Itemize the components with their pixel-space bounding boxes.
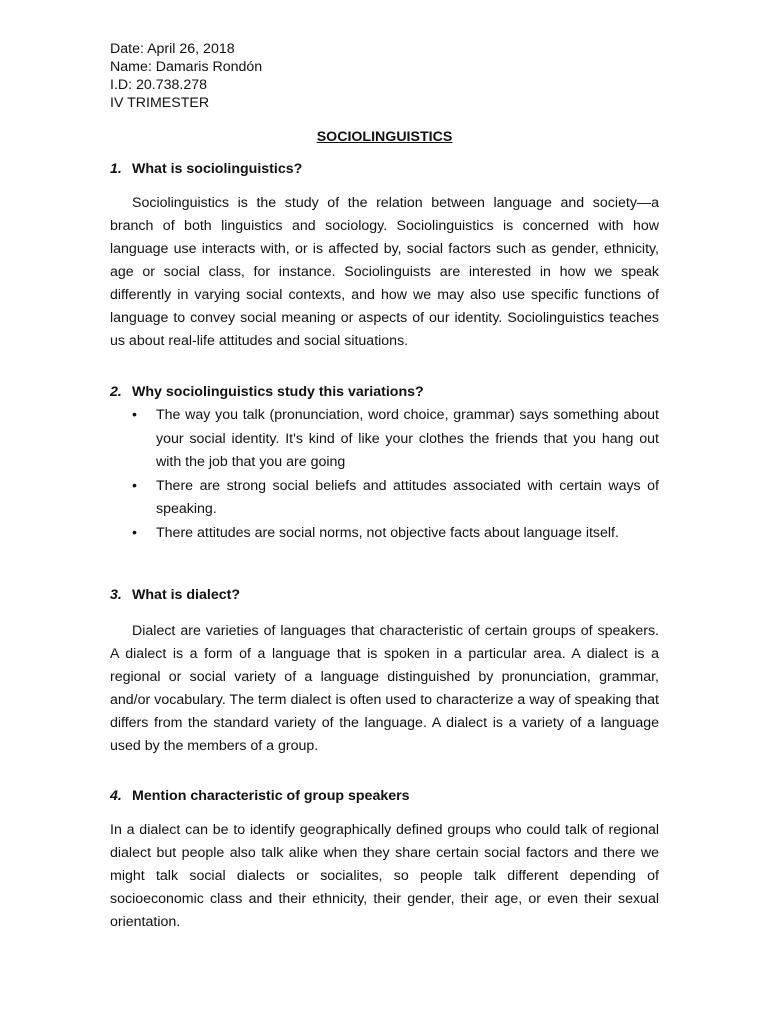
bullet-text: There attitudes are social norms, not objective facts about language itself.: [156, 524, 619, 541]
id-line: I.D: 20.738.278: [110, 77, 208, 93]
bullet-text: The way you talk (pronunciation, word choice, grammar) says something about your social identity. It's kind of like your clothes the friends that you hang out with the job that you are going: [156, 407, 659, 470]
name-line: Name: Damaris Rondón: [110, 59, 263, 75]
bullet-icon: •: [132, 524, 137, 541]
question-1-number: 1.: [110, 161, 122, 177]
answer-1-paragraph: Sociolinguistics is the study of the relation between language and society—a branch of both linguistics and sociology. Sociolinguistics is concerned with how language use interacts with, or is affected by, social factors such as gender, ethnicity, age or social class, for instance. Sociolinguists are interested in how we speak differently in varying social contexts, and how we may also use specific functions of language to convey social meaning or aspects of our identity. Sociolinguistics teaches us about real-life attitudes and social situations.: [110, 195, 659, 349]
question-3-number: 3.: [110, 587, 122, 603]
question-2-text: Why sociolinguistics study this variations?: [132, 384, 424, 400]
trimester-line: IV TRIMESTER: [110, 95, 210, 111]
question-3-text: What is dialect?: [132, 587, 240, 603]
question-4-heading: [110, 787, 659, 805]
answer-2-bullet-list: [110, 404, 659, 545]
question-4-text: Mention characteristic of group speakers: [132, 788, 410, 804]
bullet-item: [110, 404, 659, 475]
question-2-heading: [110, 383, 659, 401]
bullet-icon: •: [132, 407, 137, 423]
bullet-text: There are strong social beliefs and attitudes associated with certain ways of speaking.: [156, 477, 659, 517]
document-title: SOCIOLINGUISTICS: [316, 129, 453, 145]
question-1-heading: [110, 160, 659, 178]
question-1-text: What is sociolinguistics?: [132, 161, 303, 177]
answer-4-paragraph: In a dialect can be to identify geographically defined groups who could talk of regional dialect but people also talk alike when they share certain social factors and there we might talk social dialects or socialites, so people talk different depending of socioeconomic class and their ethnicity, their gender, their age, or even their sexual orientation.: [110, 822, 659, 930]
date-line: Date: April 26, 2018: [110, 41, 235, 57]
bullet-item: [110, 522, 659, 546]
question-3-heading: [110, 586, 659, 604]
document-page: [110, 40, 659, 934]
bullet-icon: •: [132, 477, 137, 494]
question-2-number: 2.: [110, 384, 122, 400]
bullet-item: [110, 475, 659, 522]
question-4-number: 4.: [110, 788, 122, 804]
answer-3-paragraph: Dialect are varieties of languages that characteristic of certain groups of speakers. A dialect is a form of a language that is spoken in a particular area. A dialect is a regional or social variety of a language distinguished by pronunciation, grammar, and/or vocabulary. The term dialect is often used to characterize a way of speaking that differs from the standard variety of the language. A dialect is a variety of a language used by the members of a group.: [110, 623, 659, 754]
